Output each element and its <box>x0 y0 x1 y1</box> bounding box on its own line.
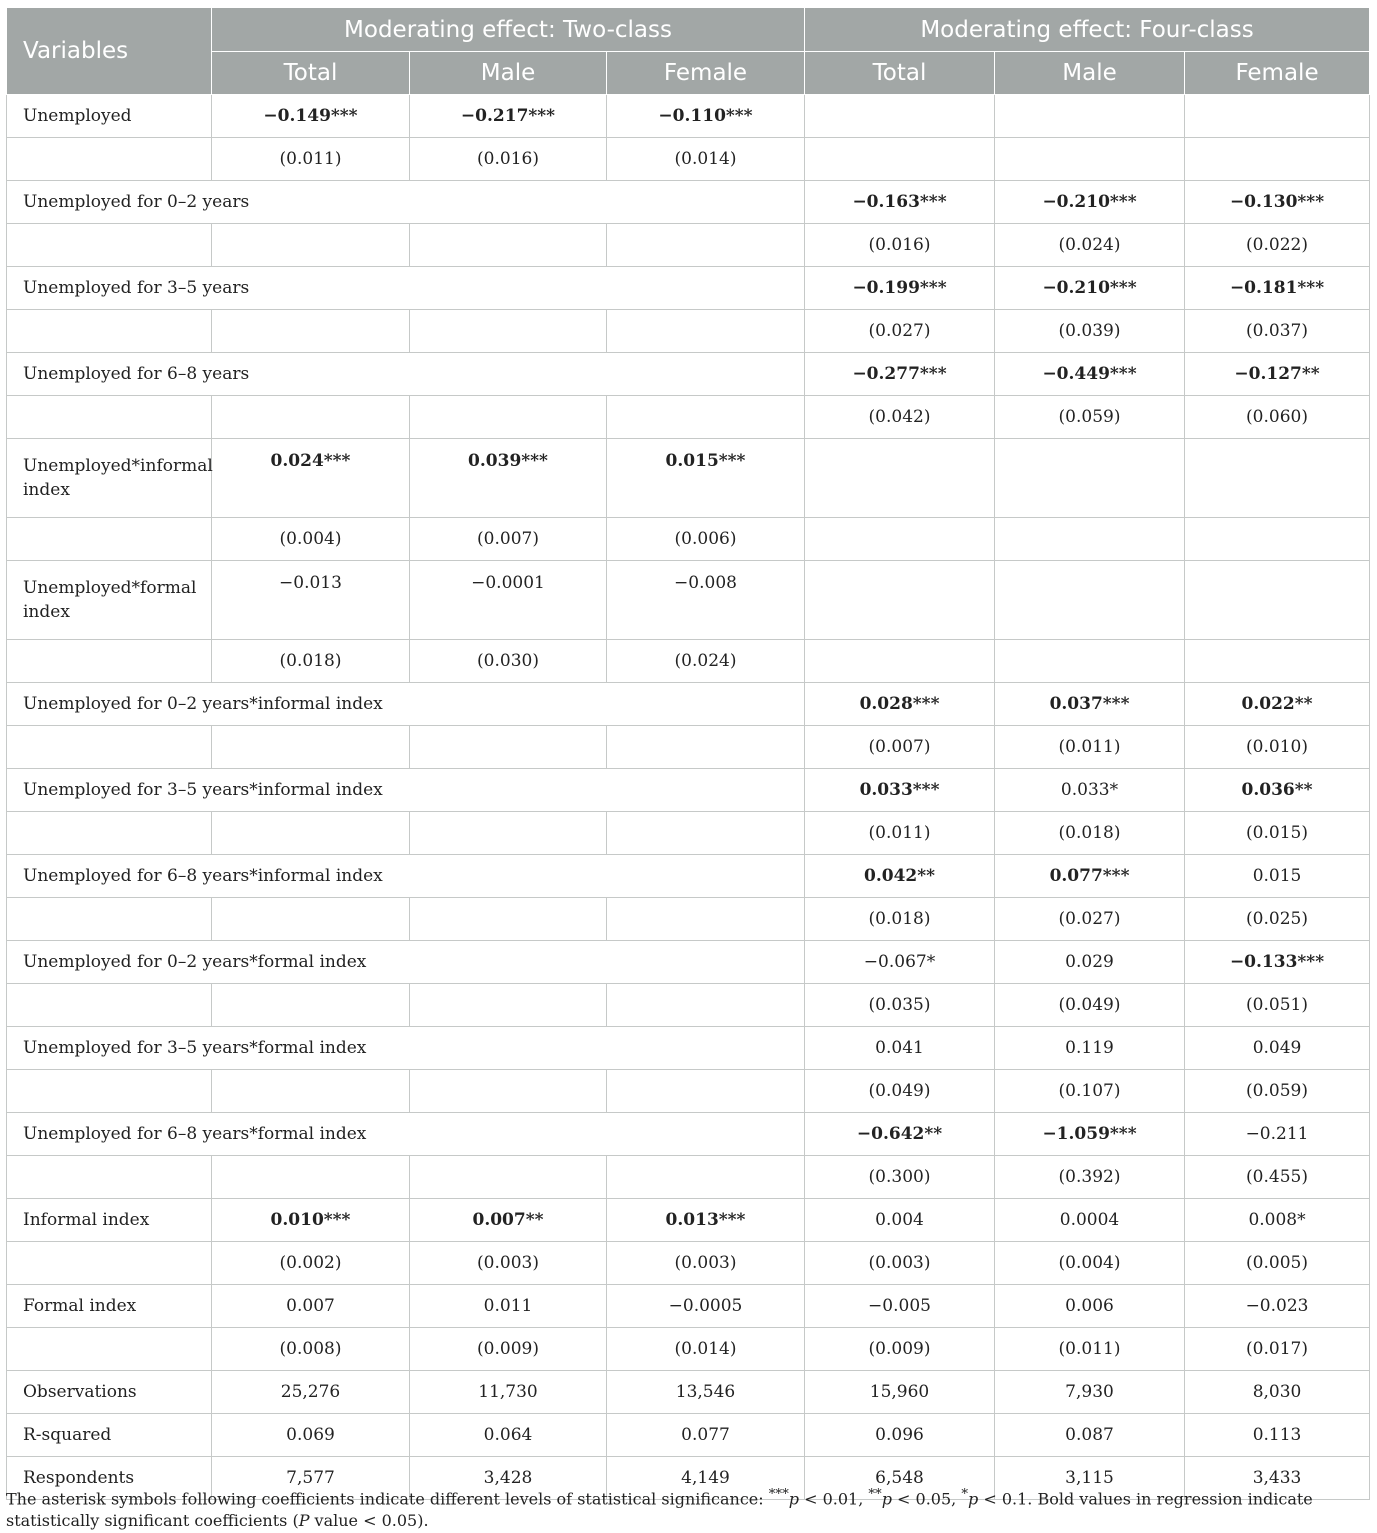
table-cell: −0.067* <box>805 941 995 984</box>
table-cell: 0.013*** <box>607 1199 805 1242</box>
table-cell: (0.037) <box>1185 310 1370 353</box>
table-cell: 0.010*** <box>212 1199 410 1242</box>
table-cell: (0.060) <box>1185 396 1370 439</box>
table-cell: 0.028*** <box>805 683 995 726</box>
table-cell: (0.007) <box>805 726 995 769</box>
table-row <box>7 561 1370 640</box>
row-label: Unemployed <box>7 95 212 138</box>
row-label: Observations <box>7 1371 212 1414</box>
table-cell: 0.049 <box>1185 1027 1370 1070</box>
table-cell: (0.024) <box>607 640 805 683</box>
row-label <box>7 984 212 1027</box>
table-row <box>7 726 1370 769</box>
table-cell: −0.163*** <box>805 181 995 224</box>
header-two-class-female: Female <box>607 52 805 95</box>
table-cell: (0.018) <box>805 898 995 941</box>
table-cell: −0.110*** <box>607 95 805 138</box>
table-cell: −0.0005 <box>607 1285 805 1328</box>
row-label <box>7 1070 212 1113</box>
table-cell <box>1185 95 1370 138</box>
row-label <box>7 138 212 181</box>
table-cell: 0.007** <box>410 1199 607 1242</box>
row-label <box>7 1242 212 1285</box>
table-cell <box>607 812 805 855</box>
table-row <box>7 1156 1370 1199</box>
table-cell: (0.107) <box>995 1070 1185 1113</box>
footnote-tail: value < 0.05). <box>309 1511 429 1531</box>
table-cell: (0.010) <box>1185 726 1370 769</box>
table-row <box>7 683 1370 726</box>
table-cell <box>212 396 410 439</box>
table-cell: 13,546 <box>607 1371 805 1414</box>
table-row <box>7 310 1370 353</box>
table-cell: 0.006 <box>995 1285 1185 1328</box>
table-cell: (0.003) <box>805 1242 995 1285</box>
row-label: Unemployed for 3–5 years*formal index <box>7 1027 805 1070</box>
header-two-class-total: Total <box>212 52 410 95</box>
table-row <box>7 439 1370 518</box>
table-cell: 25,276 <box>212 1371 410 1414</box>
table-cell: 0.007 <box>212 1285 410 1328</box>
row-label: Unemployed for 6–8 years <box>7 353 805 396</box>
table-cell: −0.133*** <box>1185 941 1370 984</box>
table-cell: 0.024*** <box>212 439 410 518</box>
table-cell: −0.642** <box>805 1113 995 1156</box>
table-cell: 0.039*** <box>410 439 607 518</box>
table-cell: (0.011) <box>212 138 410 181</box>
table-cell: (0.059) <box>1185 1070 1370 1113</box>
table-cell <box>995 95 1185 138</box>
table-cell: 0.015 <box>1185 855 1370 898</box>
table-cell: −0.008 <box>607 561 805 640</box>
table-row <box>7 1242 1370 1285</box>
table-cell: (0.016) <box>805 224 995 267</box>
table-cell <box>410 1070 607 1113</box>
table-cell: 15,960 <box>805 1371 995 1414</box>
row-label <box>7 518 212 561</box>
table-cell: 0.064 <box>410 1414 607 1457</box>
table-cell <box>410 812 607 855</box>
table-cell <box>1185 138 1370 181</box>
table-cell <box>410 396 607 439</box>
header-four-class: Moderating effect: Four-class <box>805 8 1370 52</box>
table-row <box>7 181 1370 224</box>
table-cell: (0.049) <box>995 984 1185 1027</box>
table-cell <box>1185 439 1370 518</box>
table-cell: −0.217*** <box>410 95 607 138</box>
table-cell <box>607 984 805 1027</box>
table-row <box>7 941 1370 984</box>
table-cell: (0.392) <box>995 1156 1185 1199</box>
header-two-class: Moderating effect: Two-class <box>212 8 805 52</box>
table-cell: 0.036** <box>1185 769 1370 812</box>
row-label <box>7 1156 212 1199</box>
table-cell <box>805 95 995 138</box>
table-cell: −0.210*** <box>995 267 1185 310</box>
table-cell: (0.455) <box>1185 1156 1370 1199</box>
table-cell: −0.005 <box>805 1285 995 1328</box>
table-cell: (0.003) <box>410 1242 607 1285</box>
table-cell: (0.004) <box>995 1242 1185 1285</box>
header-variables: Variables <box>7 8 212 95</box>
table-row <box>7 1070 1370 1113</box>
table-cell: 3,115 <box>995 1457 1185 1500</box>
table-cell: (0.030) <box>410 640 607 683</box>
table-cell <box>995 518 1185 561</box>
row-label: Unemployed*informal index <box>7 439 212 518</box>
table-cell <box>805 518 995 561</box>
footnote-p-c: p <box>968 1489 979 1509</box>
table-cell: −0.211 <box>1185 1113 1370 1156</box>
table-cell: (0.004) <box>212 518 410 561</box>
table-cell: (0.025) <box>1185 898 1370 941</box>
table-cell <box>607 224 805 267</box>
table-row <box>7 1328 1370 1371</box>
table-cell: (0.011) <box>995 726 1185 769</box>
row-label: Unemployed for 0–2 years*formal index <box>7 941 805 984</box>
table-row <box>7 1285 1370 1328</box>
table-cell: (0.002) <box>212 1242 410 1285</box>
table-cell: −0.0001 <box>410 561 607 640</box>
table-cell: 11,730 <box>410 1371 607 1414</box>
table-cell: 0.077*** <box>995 855 1185 898</box>
row-label <box>7 310 212 353</box>
table-cell: −0.149*** <box>212 95 410 138</box>
row-label <box>7 898 212 941</box>
table-row <box>7 855 1370 898</box>
table-cell <box>607 1070 805 1113</box>
row-label <box>7 1328 212 1371</box>
table-cell: (0.009) <box>805 1328 995 1371</box>
table-row <box>7 769 1370 812</box>
table-cell: (0.018) <box>212 640 410 683</box>
table-cell <box>1185 561 1370 640</box>
table-cell: −0.023 <box>1185 1285 1370 1328</box>
table-cell: (0.035) <box>805 984 995 1027</box>
table-cell: 0.011 <box>410 1285 607 1328</box>
table-cell: (0.027) <box>805 310 995 353</box>
footnote-sym-3: *** <box>768 1487 789 1502</box>
table-cell: 6,548 <box>805 1457 995 1500</box>
table-cell: 0.015*** <box>607 439 805 518</box>
table-cell <box>212 898 410 941</box>
header-four-class-female: Female <box>1185 52 1370 95</box>
table-row <box>7 396 1370 439</box>
table-row <box>7 1027 1370 1070</box>
table-cell: (0.003) <box>607 1242 805 1285</box>
table-cell: (0.016) <box>410 138 607 181</box>
table-row <box>7 267 1370 310</box>
table-cell: (0.024) <box>995 224 1185 267</box>
table-cell: (0.008) <box>212 1328 410 1371</box>
table-cell: 0.096 <box>805 1414 995 1457</box>
table-cell: −0.127** <box>1185 353 1370 396</box>
table-cell: −0.277*** <box>805 353 995 396</box>
row-label: R-squared <box>7 1414 212 1457</box>
row-label: Unemployed for 0–2 years <box>7 181 805 224</box>
table-cell: 0.037*** <box>995 683 1185 726</box>
table-cell <box>995 439 1185 518</box>
row-label: Unemployed for 3–5 years*informal index <box>7 769 805 812</box>
table-cell: (0.017) <box>1185 1328 1370 1371</box>
footnote-p-a: p <box>788 1489 799 1509</box>
header-four-class-total: Total <box>805 52 995 95</box>
table-cell: 0.041 <box>805 1027 995 1070</box>
table-cell: 3,428 <box>410 1457 607 1500</box>
row-label: Informal index <box>7 1199 212 1242</box>
table-cell: 0.0004 <box>995 1199 1185 1242</box>
row-label <box>7 396 212 439</box>
table-cell: 0.069 <box>212 1414 410 1457</box>
row-label <box>7 812 212 855</box>
table-cell: −0.013 <box>212 561 410 640</box>
table-cell <box>212 812 410 855</box>
row-label: Unemployed for 6–8 years*informal index <box>7 855 805 898</box>
table-cell: (0.014) <box>607 1328 805 1371</box>
table-cell <box>1185 640 1370 683</box>
table-cell: (0.006) <box>607 518 805 561</box>
table-header <box>7 8 1370 95</box>
table-cell <box>805 138 995 181</box>
row-label: Formal index <box>7 1285 212 1328</box>
table-cell: −0.449*** <box>995 353 1185 396</box>
table-cell: (0.005) <box>1185 1242 1370 1285</box>
header-four-class-male: Male <box>995 52 1185 95</box>
table-cell: 0.004 <box>805 1199 995 1242</box>
table-cell <box>212 726 410 769</box>
table-cell: 8,030 <box>1185 1371 1370 1414</box>
table-cell <box>410 984 607 1027</box>
regression-table-container <box>6 7 1369 1500</box>
row-label <box>7 726 212 769</box>
row-label: Unemployed for 0–2 years*informal index <box>7 683 805 726</box>
table-cell: (0.300) <box>805 1156 995 1199</box>
table-cell: 0.008* <box>1185 1199 1370 1242</box>
table-row <box>7 1113 1370 1156</box>
footnote-pvalue: P <box>298 1511 310 1531</box>
table-cell: 0.087 <box>995 1414 1185 1457</box>
table-cell: 3,433 <box>1185 1457 1370 1500</box>
table-cell <box>995 561 1185 640</box>
table-cell: −0.199*** <box>805 267 995 310</box>
table-cell: −0.210*** <box>995 181 1185 224</box>
table-cell: (0.009) <box>410 1328 607 1371</box>
table-cell <box>607 898 805 941</box>
table-row <box>7 812 1370 855</box>
table-cell: −1.059*** <box>995 1113 1185 1156</box>
table-cell <box>805 439 995 518</box>
table-row <box>7 640 1370 683</box>
table-cell: 0.077 <box>607 1414 805 1457</box>
table-cell <box>212 310 410 353</box>
regression-table <box>6 7 1370 1500</box>
table-cell: (0.011) <box>995 1328 1185 1371</box>
table-footnote <box>6 1484 1370 1532</box>
table-row <box>7 984 1370 1027</box>
footnote-lead: The asterisk symbols following coefficients indicate different levels of statistical significance: <box>6 1489 769 1509</box>
table-cell <box>805 561 995 640</box>
table-cell <box>410 310 607 353</box>
table-cell <box>607 396 805 439</box>
table-row <box>7 518 1370 561</box>
table-cell: 7,577 <box>212 1457 410 1500</box>
table-row <box>7 224 1370 267</box>
table-cell: 0.119 <box>995 1027 1185 1070</box>
table-row <box>7 353 1370 396</box>
header-two-class-male: Male <box>410 52 607 95</box>
table-cell <box>995 138 1185 181</box>
table-cell <box>410 898 607 941</box>
table-row <box>7 1199 1370 1242</box>
table-cell <box>607 310 805 353</box>
table-cell: (0.015) <box>1185 812 1370 855</box>
table-cell: (0.049) <box>805 1070 995 1113</box>
table-cell <box>607 726 805 769</box>
table-cell <box>1185 518 1370 561</box>
table-cell: (0.007) <box>410 518 607 561</box>
table-cell: 0.033*** <box>805 769 995 812</box>
table-cell <box>212 224 410 267</box>
row-label <box>7 224 212 267</box>
table-cell: (0.051) <box>1185 984 1370 1027</box>
table-row <box>7 138 1370 181</box>
footnote-t1: < 0.1. Bold values in regression indicate statistically significant coefficients ( <box>6 1489 1313 1531</box>
table-cell: (0.011) <box>805 812 995 855</box>
table-row <box>7 1414 1370 1457</box>
table-cell: −0.181*** <box>1185 267 1370 310</box>
table-cell <box>410 726 607 769</box>
table-cell <box>805 640 995 683</box>
footnote-sym-2: ** <box>868 1487 882 1502</box>
footnote-t3: < 0.01, <box>799 1489 869 1509</box>
table-cell: 0.033* <box>995 769 1185 812</box>
table-cell <box>212 1156 410 1199</box>
row-label: Unemployed for 3–5 years <box>7 267 805 310</box>
table-cell: 0.029 <box>995 941 1185 984</box>
table-cell: 0.022** <box>1185 683 1370 726</box>
table-cell: 4,149 <box>607 1457 805 1500</box>
table-body <box>7 95 1370 1500</box>
table-cell <box>410 1156 607 1199</box>
row-label: Unemployed for 6–8 years*formal index <box>7 1113 805 1156</box>
table-cell <box>607 1156 805 1199</box>
footnote-sym-1: * <box>961 1487 968 1502</box>
table-cell <box>410 224 607 267</box>
table-cell: 0.042** <box>805 855 995 898</box>
table-cell: (0.018) <box>995 812 1185 855</box>
table-cell: (0.039) <box>995 310 1185 353</box>
table-cell: (0.027) <box>995 898 1185 941</box>
table-cell: 7,930 <box>995 1371 1185 1414</box>
table-cell <box>995 640 1185 683</box>
table-row <box>7 95 1370 138</box>
table-cell: (0.022) <box>1185 224 1370 267</box>
footnote-t2: < 0.05, <box>891 1489 962 1509</box>
row-label: Respondents <box>7 1457 212 1500</box>
row-label: Unemployed*formal index <box>7 561 212 640</box>
row-label <box>7 640 212 683</box>
table-cell: −0.130*** <box>1185 181 1370 224</box>
table-row <box>7 898 1370 941</box>
table-row <box>7 1371 1370 1414</box>
table-cell: 0.113 <box>1185 1414 1370 1457</box>
table-cell: (0.042) <box>805 396 995 439</box>
table-cell: (0.014) <box>607 138 805 181</box>
table-cell <box>212 1070 410 1113</box>
table-cell: (0.059) <box>995 396 1185 439</box>
table-cell <box>212 984 410 1027</box>
footnote-p-b: p <box>881 1489 892 1509</box>
